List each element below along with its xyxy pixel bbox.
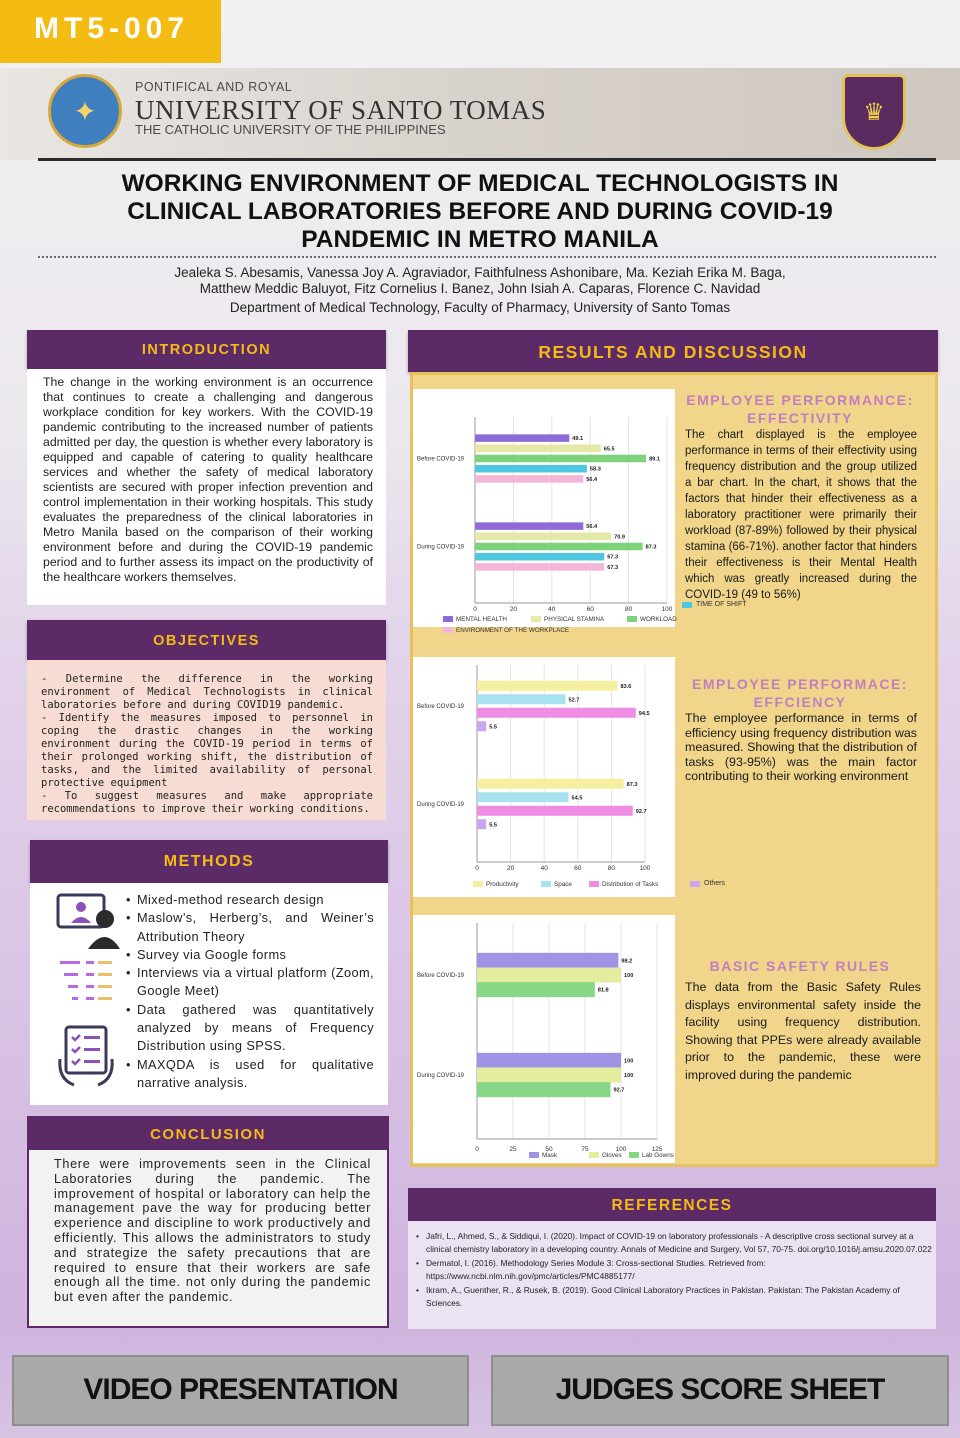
authors-line: Jealeka S. Abesamis, Vanessa Joy A. Agraviador, Faithfulness Ashonibare, Ma. Keziah Erika M. Baga, (174, 265, 786, 280)
efficiency-text: The employee performance in terms of efficiency using frequency distribution was measured. Showing that the distribution of tasks (93-95%) was the main factor contributing to their working environment (685, 711, 917, 783)
bar (477, 982, 595, 997)
legend-swatch (531, 616, 541, 622)
data-label: 98.2 (621, 958, 633, 965)
efficiency-chart (413, 657, 675, 897)
bar (475, 522, 583, 530)
safety-chart-svg (413, 915, 675, 1163)
data-label: 65.5 (603, 446, 615, 453)
tick-label: 0 (475, 865, 479, 872)
data-label: 89.1 (649, 456, 660, 463)
data-label: 94.5 (638, 710, 650, 717)
bar (477, 1082, 610, 1097)
objectives-heading: OBJECTIVES (27, 620, 386, 660)
tick-label: 40 (548, 606, 556, 613)
legend-label: Productivity (486, 881, 519, 888)
efficiency-chart-svg (413, 657, 675, 897)
legend-label: Gloves (602, 1152, 622, 1159)
data-label: 100 (624, 1073, 634, 1079)
legend-swatch (627, 616, 637, 622)
method-item: • Maslow’s, Herberg’s, and Weiner’s Attribution Theory (126, 909, 374, 946)
data-label: 83.6 (620, 683, 632, 690)
methods-heading: METHODS (30, 840, 388, 883)
method-item: • Mixed-method research design (126, 891, 374, 909)
tick-label: 25 (509, 1146, 517, 1153)
effectivity-chart-svg (413, 389, 677, 634)
data-label: 58.3 (589, 466, 601, 473)
survey-bars-icon (58, 957, 116, 1007)
faculty-crest-icon: ♛ (842, 74, 906, 150)
category-label: During COVID-19 (417, 544, 465, 551)
bar (477, 968, 621, 983)
data-label: 56.4 (586, 524, 598, 531)
legend-swatch (629, 1152, 639, 1158)
legend-swatch (589, 881, 599, 887)
method-item: • Data gathered was quantitatively analyzed by means of Frequency Distribution using SPSS. (126, 1001, 374, 1056)
university-seal-icon: ✦ (48, 74, 122, 148)
category-label: Before COVID-19 (417, 704, 465, 710)
data-label: 52.7 (568, 697, 580, 704)
data-label: 5.5 (489, 822, 498, 829)
bar (475, 533, 611, 541)
category-label: During COVID-19 (417, 802, 465, 808)
legend-label: ENVIRONMENT OF THE WORKPLACE (456, 627, 570, 634)
title-line: WORKING ENVIRONMENT OF MEDICAL TECHNOLOGISTS IN (121, 170, 839, 197)
bar (475, 445, 601, 453)
data-label: 100 (624, 1058, 634, 1065)
online-meeting-icon (56, 891, 122, 951)
method-item: • Survey via Google forms (126, 946, 374, 964)
legend-label: TIME OF SHIFT (696, 601, 747, 608)
category-label: Before COVID-19 (417, 973, 465, 979)
tick-label: 125 (651, 1146, 663, 1153)
results-panel (410, 372, 938, 1167)
tick-label: 100 (661, 606, 673, 613)
category-label: Before COVID-19 (417, 456, 465, 463)
department: Department of Medical Technology, Faculty of Pharmacy, University of Santo Tomas (229, 300, 731, 315)
bar (477, 721, 486, 731)
bar (475, 553, 604, 561)
conclusion-text: There were improvements seen in the Clinical Laboratories during the pandemic. The improvement of hospital or laboratory can help the management pave the way for producing better experience and discipline to work productively and efficiently. This allows the administrators to study and strategize the safety precautions that are required to ensure that their workers are safe enough all the time. not only during the pandemic but even after the pandemic. (27, 1150, 389, 1328)
results-heading: RESULTS AND DISCUSSION (408, 330, 938, 372)
bar (475, 563, 604, 571)
data-label: 92.7 (635, 808, 647, 815)
bar (477, 694, 566, 704)
data-label: 92.7 (613, 1087, 625, 1094)
bar (477, 1068, 621, 1083)
legend-swatch (443, 627, 453, 633)
introduction-text: The change in the working environment is an occurrence that continues to create a challenging and dangerous workplace condition for key workers. With the COVID-19 pandemic contributing to the increased number of patients admitted per day, the question is whether every laboratory is equipped and capable of catering to quality healthcare services and whether the safety of medical laboratory scientists are secured with proper infection prevention and control implementation in their working hospitals. This study evaluates the preparedness of the clinical laboratories in Metro Manila based on the comparison of their working environment before and during the COVID-19 pandemic period and to further assess its impact on the productivity of the healthcare workers themselves. (27, 369, 386, 605)
tick-label: 20 (509, 606, 518, 613)
tablet-checklist-icon (56, 1023, 116, 1087)
authors-line: Matthew Meddic Baluyot, Fitz Cornelius I. Banez, John Isiah A. Caparas, Florence C. Navidad (199, 281, 761, 296)
data-label: 81.8 (597, 987, 609, 994)
legend-swatch (690, 881, 700, 887)
objective-item: - Identify the measures imposed to personnel in coping the drastic changes in the working environment during the COVID-19 period in terms of their prolonged working shift, the distribution of tasks, and the limited availability of personal protective equipment (41, 712, 373, 789)
legend-label: PHYSICAL STAMINA (544, 616, 605, 623)
bar (477, 953, 618, 968)
references-list (416, 1230, 934, 1310)
legend-swatch (682, 602, 692, 608)
tick-label: 40 (540, 865, 548, 872)
university-line1: PONTIFICAL AND ROYAL (135, 80, 293, 94)
conclusion-heading: CONCLUSION (27, 1116, 389, 1150)
bar (477, 1053, 621, 1068)
objective-item: - Determine the difference in the working environment of Medical Technologists in clinical laboratories before and during COVID19 pandemic. (41, 673, 373, 711)
title-divider (38, 256, 936, 258)
data-label: 5.5 (489, 724, 498, 731)
objective-item: - To suggest measures and make appropriate recommendations to improve their working conditions. (41, 790, 373, 815)
tick-label: 100 (615, 1146, 627, 1153)
tick-label: 0 (473, 606, 477, 613)
reference-item: • Ikram, A., Guenther, R., & Rusek, B. (2019). Good Clinical Laboratory Practices in Pakistan. Pakistan: The Pakistan Academy of Sciences. (416, 1284, 934, 1311)
methods-list (126, 891, 374, 1092)
tick-label: 80 (607, 865, 616, 872)
header-rule (38, 158, 936, 161)
legend-item (690, 880, 725, 887)
legend-label: Space (554, 881, 572, 888)
legend-label: WORKLOAD (640, 616, 677, 623)
legend-label: MENTAL HEALTH (456, 616, 507, 623)
safety-chart (413, 915, 675, 1163)
tick-label: 20 (506, 865, 515, 872)
effectivity-heading: EMPLOYEE PERFORMANCE: EFFECTIVITY (686, 392, 914, 426)
poster-title (30, 170, 930, 254)
legend-label: Lab Gowns (642, 1152, 674, 1159)
category-label: During COVID-19 (417, 1073, 465, 1079)
references-panel (408, 1221, 936, 1329)
data-label: 56.4 (586, 476, 598, 483)
university-header (0, 68, 960, 160)
bar (477, 681, 617, 691)
method-item: • Interviews via a virtual platform (Zoom, Google Meet) (126, 964, 374, 1001)
methods-panel (30, 883, 388, 1105)
safety-text: The data from the Basic Safety Rules displays environmental safety inside the facility using frequency distribution. Showing that PPEs were already available prior to the pandemic, these were improved during the pandemic (685, 980, 921, 1082)
poster-id-badge: MT5-007 (0, 0, 221, 63)
tick-label: 50 (545, 1146, 553, 1153)
method-item: • MAXQDA is used for qualitative narrative analysis. (126, 1056, 374, 1093)
university-name: UNIVERSITY OF SANTO TOMAS (135, 95, 547, 125)
reference-item: • Jafri, L., Ahmed, S., & Siddiqui, I. (2020). Impact of COVID-19 on laboratory professionals - A descriptive cross sectional survey at a clinical chemistry laboratory in a developing country. Annals of Medicine and Surgery, Vol 57, 70-75. doi.org/10.1016/j.amsu.2020.07.022 (416, 1230, 934, 1257)
legend-swatch (473, 881, 483, 887)
legend-label: Distribution of Tasks (602, 881, 659, 888)
bar (477, 779, 624, 789)
data-label: 100 (624, 973, 634, 979)
data-label: 70.9 (614, 534, 626, 541)
data-label: 67.3 (607, 554, 619, 561)
data-label: 54.5 (571, 795, 583, 802)
title-line: CLINICAL LABORATORIES BEFORE AND DURING COVID-19 (127, 198, 833, 225)
legend-label: Others (704, 880, 726, 887)
references-heading: REFERENCES (408, 1188, 936, 1221)
data-label: 87.3 (645, 544, 657, 551)
bar (477, 806, 633, 816)
bar (475, 475, 583, 483)
legend-item (682, 601, 747, 608)
tick-label: 75 (581, 1146, 589, 1153)
bar (477, 708, 636, 718)
legend-swatch (589, 1152, 599, 1158)
effectivity-chart (413, 389, 677, 634)
legend-swatch (541, 881, 551, 887)
university-line3: THE CATHOLIC UNIVERSITY OF THE PHILIPPINES (135, 122, 446, 137)
introduction-heading: INTRODUCTION (27, 330, 386, 369)
legend-swatch (443, 616, 453, 622)
bar (475, 543, 643, 551)
efficiency-heading: EMPLOYEE PERFORMACE: EFFCIENCY (692, 676, 908, 710)
legend-label: Mask (542, 1152, 558, 1159)
tick-label: 0 (475, 1146, 479, 1153)
legend-swatch (529, 1152, 539, 1158)
bar (475, 434, 569, 442)
bar (477, 819, 486, 829)
reference-item: • Dermatol, I. (2016). Methodology Series Module 3: Cross-sectional Studies. Retrieved from: https://www.ncbi.nlm.nih.gov/pmc/articles/PMC4885177/ (416, 1257, 934, 1284)
authors (40, 265, 920, 297)
bar (475, 455, 646, 463)
title-line: PANDEMIC IN METRO MANILA (301, 226, 659, 253)
bar (477, 792, 569, 802)
video-presentation-button[interactable]: VIDEO PRESENTATION (12, 1355, 469, 1426)
tick-label: 60 (574, 865, 582, 872)
tick-label: 60 (586, 606, 594, 613)
safety-heading: BASIC SAFETY RULES (709, 958, 891, 974)
judges-score-sheet-button[interactable]: JUDGES SCORE SHEET (491, 1355, 949, 1426)
data-label: 67.3 (607, 564, 619, 571)
data-label: 87.3 (626, 781, 638, 788)
tick-label: 80 (624, 606, 633, 613)
effectivity-text: The chart displayed is the employee performance in terms of their effectivity using frequency distribution and the group utilized a bar chart. In the chart, it shows that the factors that hinder their effectiveness as a laboratory practitioner were primarily their workload (87-89%) followed by their physical stamina (66-71%). another factor that hinders their effectiveness is their Mental Health which was greatly increased during the COVID-19 (49 to 56%) (685, 429, 917, 601)
objectives-list (27, 660, 386, 820)
data-label: 49.1 (572, 436, 584, 443)
bar (475, 465, 587, 473)
tick-label: 100 (639, 865, 651, 872)
